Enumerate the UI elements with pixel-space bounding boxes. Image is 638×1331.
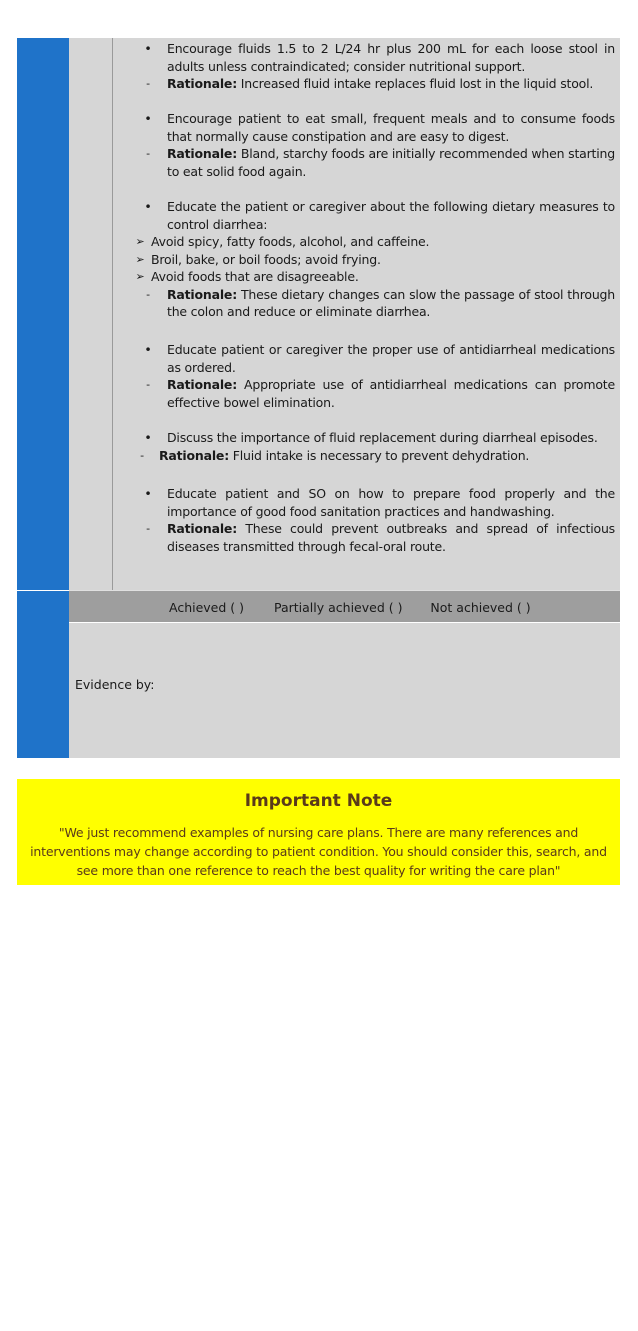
bullet-marker: • [144,111,152,126]
bullet-marker: • [144,430,152,445]
bullet-marker: • [144,41,152,56]
rationale-text: These could prevent outbreaks and spread of infectious diseases transmitted through fecal-oral route. [167,521,615,554]
evaluation-options-row [69,590,620,622]
sub-item: Avoid foods that are disagreeable. [151,269,359,284]
achieved-option[interactable]: Achieved ( ) [169,600,245,615]
rationale-label: Rationale: [167,521,238,536]
rationale-text: These dietary changes can slow the passage of stool through the colon and reduce or eliminate diarrhea. [167,286,615,319]
note-title: Important Note [244,791,393,811]
evidence-label: Evidence by: [75,677,155,692]
intervention-text: Encourage patient to eat small, frequent meals and to consume foods that normally cause constipation and are easy to digest. [167,111,615,144]
rationale-label: Rationale: [159,447,230,463]
dash-marker: - [146,147,150,160]
note-text: "We just recommend examples of nursing care plans. There are many references and interventions may change according to patient condition. You should consider this, search, and see more than one reference to reach the best quality for writing the care plan" [30,825,607,878]
arrow-marker: ➢ [135,270,145,283]
intervention-6 [113,485,620,555]
arrow-marker: ➢ [135,235,145,248]
rationale-text: Appropriate use of antidiarrheal medications can promote effective bowel elimination. [167,377,615,410]
intervention-4 [113,341,620,411]
dash-marker: - [146,378,150,391]
bullet-marker: • [144,342,152,357]
intervention-text: Educate patient or caregiver the proper use of antidiarrheal medications as ordered. [167,342,615,375]
intervention-5 [113,429,620,464]
intervention-1 [113,40,620,93]
rationale-text: Increased fluid intake replaces fluid lost in the liquid stool. [240,76,594,91]
dash-marker: - [140,448,144,462]
sub-item: Avoid spicy, fatty foods, alcohol, and caffeine. [151,234,430,249]
dash-marker: - [146,77,150,90]
rationale-text: Bland, starchy foods are initially recommended when starting to eat solid food again. [167,146,615,179]
intervention-3 [113,198,620,321]
rationale-label: Rationale: [167,76,238,91]
rationale-text: Fluid intake is necessary to prevent dehydration. [232,447,530,463]
bullet-marker: • [144,486,152,501]
sidebar-evaluation [17,590,69,1292]
intervention-text: Discuss the importance of fluid replacement during diarrheal episodes. [167,430,598,445]
evaluation-label: Evaluation [34,1220,48,1292]
arrow-marker: ➢ [135,252,145,266]
rationale-label: Rationale: [167,146,238,161]
rationale-label: Rationale: [167,377,238,392]
rationale-label: Rationale: [167,286,238,302]
intervention-2 [113,110,620,180]
dash-marker: - [146,522,150,535]
intervention-text: Educate patient and SO on how to prepare food properly and the importance of good food sanitation practices and handwashing. [167,486,615,519]
important-note-box [17,779,620,885]
sub-item: Broil, bake, or boil foods; avoid frying. [151,251,381,267]
interventions-cell [113,38,620,590]
evaluation-evidence-cell [69,622,620,758]
partially-achieved-option[interactable]: Partially achieved ( ) [273,600,403,615]
not-achieved-option[interactable]: Not achieved ( ) [430,600,531,615]
sidebar-top [17,38,69,590]
bullet-marker: • [144,199,152,214]
intervention-text: Educate the patient or caregiver about the following dietary measures to control diarrhea: [167,199,615,232]
intervention-text: Encourage fluids 1.5 to 2 L/24 hr plus 200 mL for each loose stool in adults unless contraindicated; consider nutritional support. [167,41,615,74]
narrow-column [69,38,113,590]
dash-marker: - [146,287,150,301]
